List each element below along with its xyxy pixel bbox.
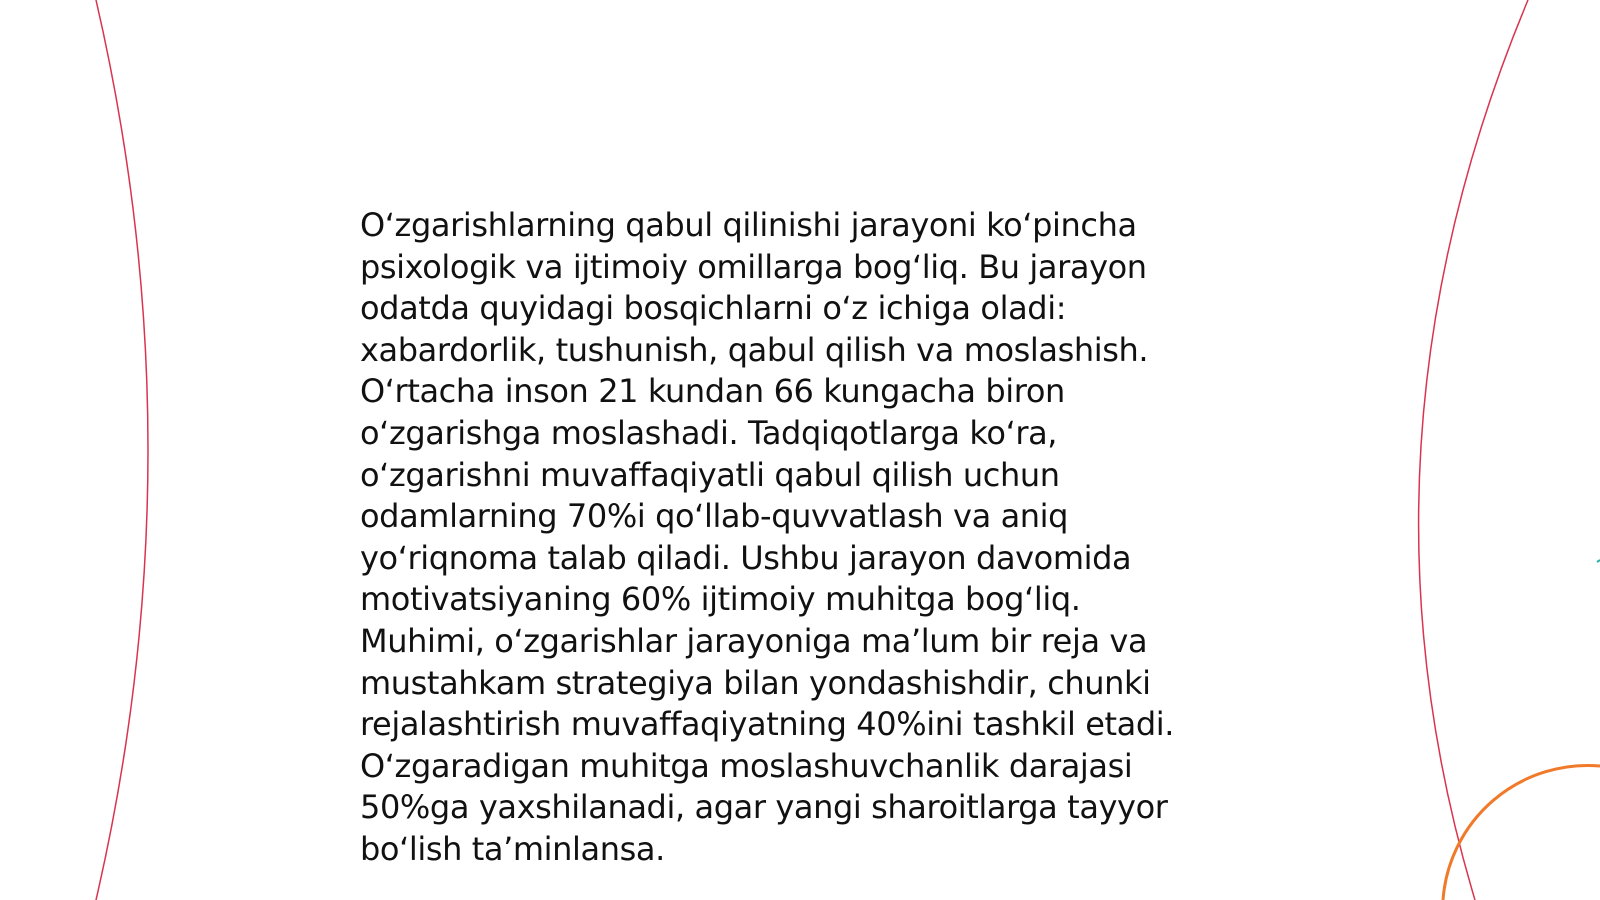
- paragraph-line: o‘zgarishni muvaffaqiyatli qabul qilish uchun: [360, 455, 1060, 494]
- paragraph-line: rejalashtirish muvaffaqiyatning 40%ini tashkil etadi.: [360, 705, 1175, 744]
- paragraph-line: O‘zgarishlarning qabul qilinishi jarayoni ko‘pincha: [360, 206, 1137, 244]
- paragraph-line: mustahkam strategiya bilan yondashishdir, chunki: [360, 663, 1151, 702]
- paragraph-line: motivatsiyaning 60% ijtimoiy muhitga bog‘liq.: [360, 580, 1081, 619]
- paragraph-line: O‘rtacha inson 21 kundan 66 kungacha biron: [360, 372, 1065, 411]
- paragraph-line: psixologik va ijtimoiy omillarga bog‘liq. Bu jarayon: [360, 247, 1147, 286]
- paragraph-line: o‘zgarishga moslashadi. Tadqiqotlarga ko‘ra,: [360, 413, 1058, 452]
- paragraph-line: odatda quyidagi bosqichlarni o‘z ichiga oladi:: [360, 289, 1067, 328]
- paragraph-line: yo‘riqnoma talab qiladi. Ushbu jarayon davomida: [360, 538, 1132, 577]
- body-paragraph: [360, 205, 1220, 871]
- right-red-arc: [1419, 0, 1528, 900]
- left-red-arc: [96, 0, 148, 900]
- paragraph-line: Muhimi, o‘zgarishlar jarayoniga ma’lum bir reja va: [360, 621, 1148, 660]
- paragraph-line: O‘zgaradigan muhitga moslashuvchanlik darajasi: [360, 746, 1133, 785]
- paragraph-line: xabardorlik, tushunish, qabul qilish va moslashish.: [360, 330, 1149, 369]
- paragraph-line: bo‘lish ta’minlansa.: [360, 829, 665, 868]
- paragraph-line: odamlarning 70%i qo‘llab-quvvatlash va aniq: [360, 497, 1069, 536]
- orange-circle-arc: [1443, 765, 1600, 900]
- paragraph-line: 50%ga yaxshilanadi, agar yangi sharoitlarga tayyor: [360, 788, 1168, 827]
